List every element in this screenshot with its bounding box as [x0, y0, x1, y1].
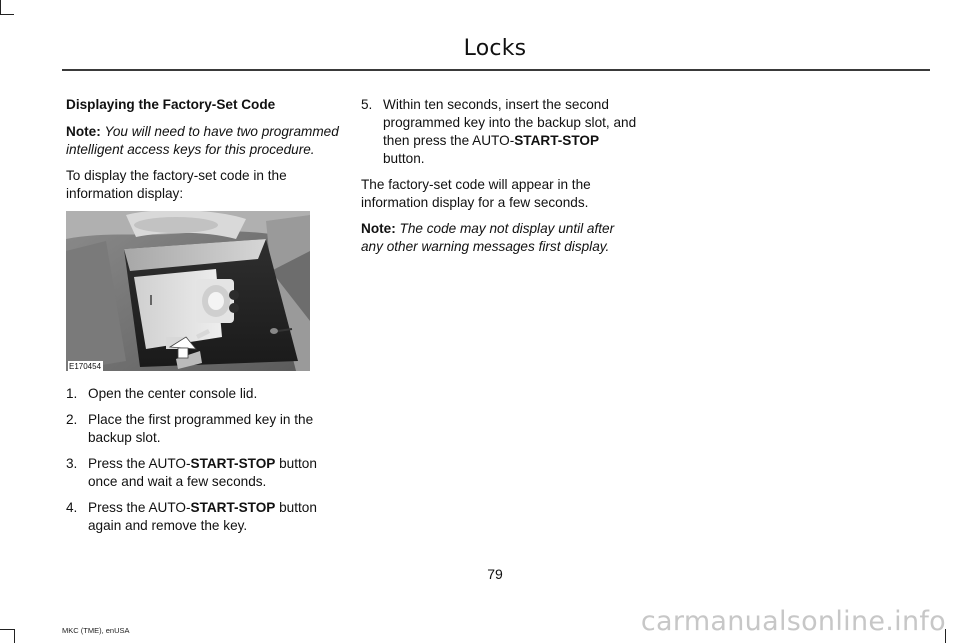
step-text: Press the AUTO- [88, 500, 191, 515]
step-item [66, 455, 342, 491]
middle-column [361, 96, 637, 264]
step-item [66, 411, 342, 447]
crop-mark [14, 629, 15, 643]
step-number: 5. [361, 97, 373, 112]
step-number: 1. [66, 386, 78, 401]
crop-mark [0, 14, 14, 15]
step-item [66, 385, 342, 403]
step-text: Open the center console lid. [88, 386, 258, 401]
step-text-end: button. [383, 151, 425, 166]
watermark: carmanualsonline.info [640, 606, 946, 637]
note-paragraph [361, 220, 637, 256]
step-text-end: button once and wait a few seconds. [88, 456, 317, 489]
note-paragraph [66, 123, 342, 159]
section-heading: Displaying the Factory-Set Code [66, 97, 276, 112]
step-number: 4. [66, 500, 78, 515]
step-number: 2. [66, 412, 78, 427]
note-text: You will need to have two programmed intelligent access keys for this procedure. [66, 124, 339, 157]
console-illustration-graphic [66, 211, 310, 371]
note-text: The code may not display until after any other warning messages first display. [361, 221, 615, 254]
figure-id: E170454 [69, 362, 102, 371]
title-rule [62, 69, 930, 71]
note-label: Note: [361, 221, 396, 236]
crop-mark [0, 0, 1, 14]
footer-model-label: MKC (TME), enUSA [62, 626, 130, 635]
result-paragraph: The factory-set code will appear in the information display for a few seconds. [361, 177, 591, 210]
page-number: 79 [487, 566, 503, 582]
steps-list [66, 385, 342, 535]
step-number: 3. [66, 456, 78, 471]
step-button-name: START-STOP [190, 456, 276, 471]
step-button-name: START-STOP [190, 500, 276, 515]
note-label: Note: [66, 124, 101, 139]
step-item [361, 96, 637, 168]
left-column [66, 96, 342, 543]
step-text: Press the AUTO- [88, 456, 191, 471]
step-button-name: START-STOP [514, 133, 600, 148]
crop-mark [0, 629, 14, 630]
steps-list-continued [361, 96, 637, 168]
console-backup-slot-illustration [66, 211, 310, 371]
step-text: Within ten seconds, insert the second programmed key into the backup slot, and then press the AUTO- [383, 97, 637, 148]
step-text-end: button again and remove the key. [88, 500, 317, 533]
step-text: Place the first programmed key in the backup slot. [88, 412, 314, 445]
intro-paragraph: To display the factory-set code in the information display: [66, 168, 287, 201]
page-title: Locks [463, 36, 527, 61]
step-item [66, 499, 342, 535]
